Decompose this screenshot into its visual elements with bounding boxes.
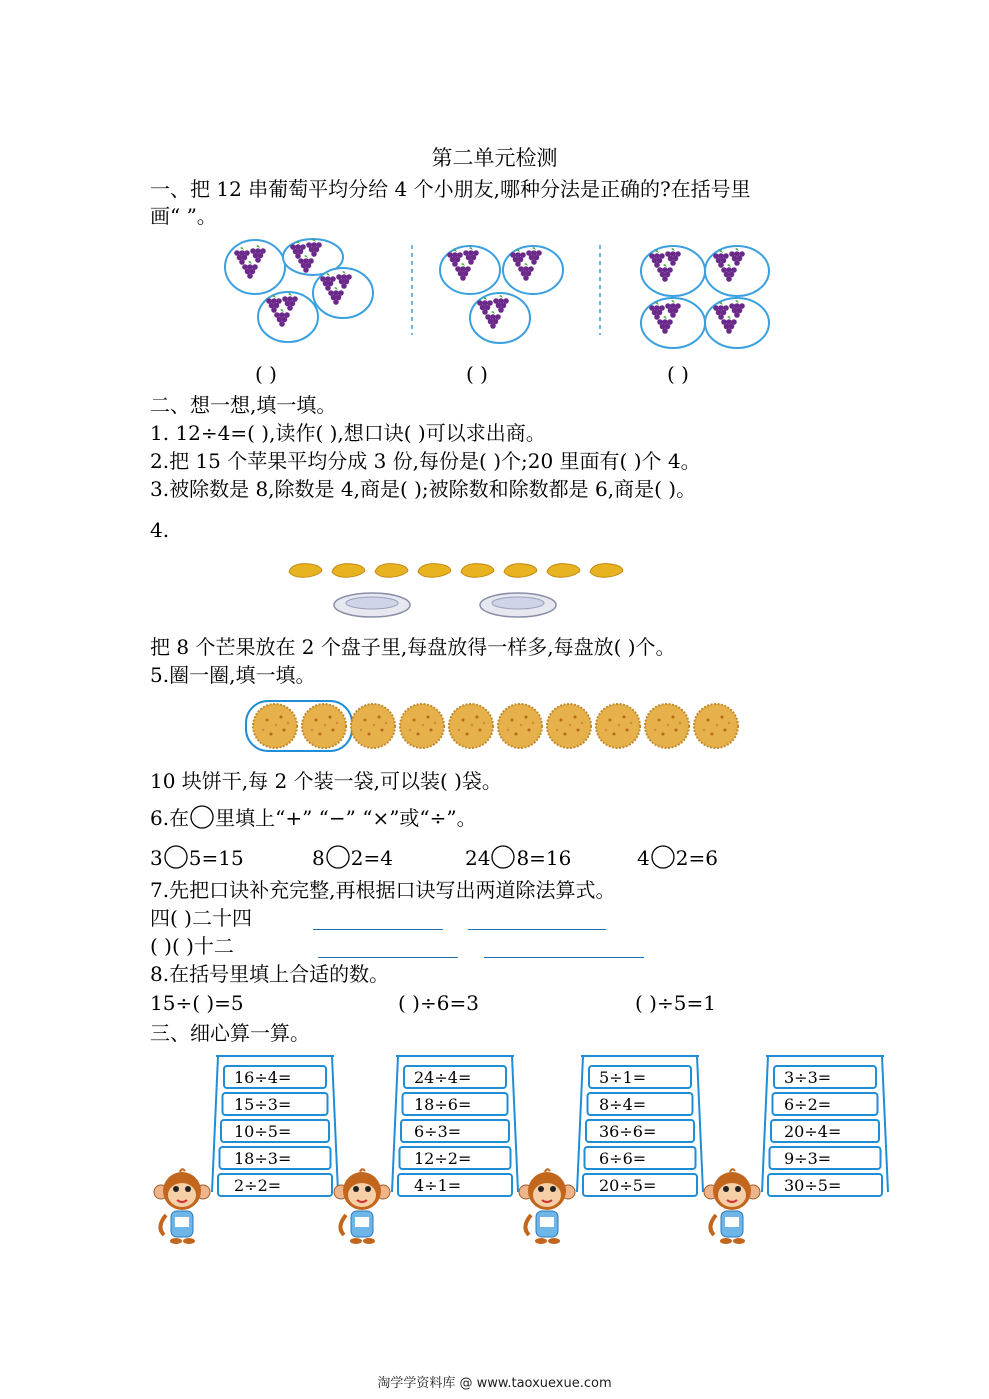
ladder-1-problem-4: 18÷3= [234, 1149, 292, 1168]
ladder-1-problem-2: 15÷3= [234, 1095, 292, 1114]
ladder-2-problem-3: 6÷3= [414, 1122, 462, 1141]
q8-item-1: 15÷( )=5 [150, 991, 244, 1015]
question-2-4: 把 8 个芒果放在 2 个盘子里,每盘放得一样多,每盘放( )个。 [150, 635, 676, 659]
q6-item-3-right: 8=16 [516, 846, 572, 870]
q6-item-4-left: 4 [637, 846, 650, 870]
q6-item-3-left: 24 [465, 846, 491, 870]
question-2-4-number: 4. [150, 518, 170, 542]
q8-item-3: ( )÷5=1 [635, 991, 716, 1015]
bracket-option-a[interactable]: ( ) [255, 362, 277, 386]
ladder-4-problem-4: 9÷3= [784, 1149, 832, 1168]
ladder-4-problem-5: 30÷5= [784, 1176, 842, 1195]
section-3-heading: 三、细心算一算。 [150, 1021, 310, 1045]
ladder-2-problem-4: 12÷2= [414, 1149, 472, 1168]
q6-item-1-right: 5=15 [188, 846, 244, 870]
ladder-4-problem-2: 6÷2= [784, 1095, 832, 1114]
question-2-6-heading-b: 里填上“+” “−” “×”或“÷”。 [215, 806, 477, 830]
ladder-3-problem-3: 36÷6= [599, 1122, 657, 1141]
question-2-2: 2.把 15 个苹果平均分成 3 份,每份是( )个;20 里面有( )个 4。 [150, 449, 701, 473]
grape-group-a [225, 239, 373, 342]
operator-circle-input[interactable] [490, 845, 516, 869]
question-2-5: 10 块饼干,每 2 个装一袋,可以装( )袋。 [150, 769, 502, 793]
monkey-icon [702, 1167, 762, 1247]
ladder-2-problem-1: 24÷4= [414, 1068, 472, 1087]
ladder-3 [575, 1052, 705, 1202]
ladder-3-problem-5: 20÷5= [599, 1176, 657, 1195]
grape-group-b [440, 246, 563, 343]
ladder-2-problem-2: 18÷6= [414, 1095, 472, 1114]
page-title: 第二单元检测 [431, 146, 558, 170]
monkey-icon [517, 1167, 577, 1247]
section-2-heading: 二、想一想,填一填。 [150, 393, 337, 417]
grape-group-c [641, 246, 769, 348]
question-2-6-heading-a: 6.在 [150, 806, 190, 830]
operator-circle-input[interactable] [325, 845, 351, 869]
q7-answer-line-2b[interactable] [484, 957, 644, 958]
mangoes-plates-image [285, 558, 625, 628]
ladder-4 [760, 1052, 890, 1202]
question-2-8-heading: 8.在括号里填上合适的数。 [150, 962, 390, 986]
q8-item-2: ( )÷6=3 [398, 991, 479, 1015]
ladder-3-problem-2: 8÷4= [599, 1095, 647, 1114]
q6-item-4-right: 2=6 [675, 846, 718, 870]
grape-groups-image [215, 235, 785, 355]
question-2-6-heading [150, 805, 477, 831]
ladders-area [145, 1052, 890, 1252]
question-1-line1: 一、把 12 串葡萄平均分给 4 个小朋友,哪种分法是正确的?在括号里 [150, 177, 751, 201]
question-2-1: 1. 12÷4=( ),读作( ),想口诀( )可以求出商。 [150, 421, 546, 445]
q7-answer-line-1b[interactable] [468, 929, 606, 930]
ladder-4-problem-3: 20÷4= [784, 1122, 842, 1141]
q6-item-1-left: 3 [150, 846, 163, 870]
question-2-7-heading: 7.先把口诀补充完整,再根据口诀写出两道除法算式。 [150, 878, 616, 902]
q6-item-3 [465, 845, 571, 871]
operator-circle-input[interactable] [163, 845, 189, 869]
q7-line-2: ( )( )十二 [150, 934, 234, 958]
q6-item-2-right: 2=4 [350, 846, 393, 870]
question-2-3: 3.被除数是 8,除数是 4,商是( );被除数和除数都是 6,商是( )。 [150, 477, 697, 501]
circle-symbol-icon [189, 805, 215, 829]
ladder-1-problem-3: 10÷5= [234, 1122, 292, 1141]
ladder-4-problem-1: 3÷3= [784, 1068, 832, 1087]
ladder-2 [390, 1052, 520, 1202]
bracket-option-b[interactable]: ( ) [466, 362, 488, 386]
q6-item-2-left: 8 [312, 846, 325, 870]
cookies-image [243, 697, 748, 757]
question-2-5-heading: 5.圈一圈,填一填。 [150, 663, 316, 687]
q6-item-2 [312, 845, 393, 871]
ladder-1 [210, 1052, 340, 1202]
footer-watermark: 淘学学资料库 @ www.taoxuexue.com [377, 1376, 612, 1391]
operator-circle-input[interactable] [650, 845, 676, 869]
q7-answer-line-2a[interactable] [318, 957, 458, 958]
question-1-line2: 画“ ”。 [150, 204, 217, 228]
bracket-option-c[interactable]: ( ) [667, 362, 689, 386]
q6-item-1 [150, 845, 244, 871]
ladder-1-problem-5: 2÷2= [234, 1176, 282, 1195]
ladder-2-problem-5: 4÷1= [414, 1176, 462, 1195]
monkey-icon [152, 1167, 212, 1247]
q7-answer-line-1a[interactable] [313, 929, 443, 930]
ladder-1-problem-1: 16÷4= [234, 1068, 292, 1087]
q6-item-4 [637, 845, 718, 871]
monkey-icon [332, 1167, 392, 1247]
ladder-3-problem-1: 5÷1= [599, 1068, 647, 1087]
q7-line-1: 四( )二十四 [150, 906, 252, 930]
ladder-3-problem-4: 6÷6= [599, 1149, 647, 1168]
